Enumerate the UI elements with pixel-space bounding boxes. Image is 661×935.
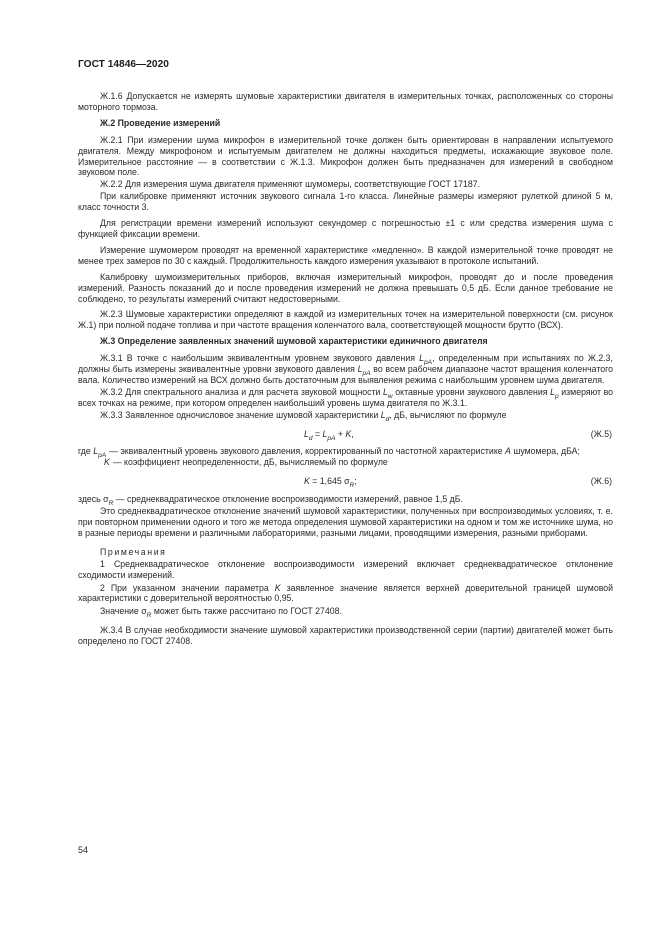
document-body bbox=[78, 91, 613, 652]
clause-j32-text-b: октавные уровни звукового давления bbox=[392, 386, 551, 397]
note-2-a: 2 При указанном значении параметра bbox=[100, 582, 275, 593]
symbol-subscript-r: R bbox=[349, 482, 355, 490]
where-desc-lpa bbox=[109, 446, 613, 457]
formula-j6-expression bbox=[304, 476, 357, 490]
symbol-subscript-r: R bbox=[146, 612, 152, 620]
symbol-subscript-p: p bbox=[555, 392, 559, 400]
notes-title: Примечания bbox=[100, 546, 167, 557]
paragraph-calibration-source: При калибровке применяют источник звукового сигнала 1-го класса. Линейные размеры измеряют рулеткой длиной 5 м, класс точности 3. bbox=[78, 191, 613, 213]
clause-j21: Ж.2.1 При измерении шума микрофон в измерительной точке должен быть ориентирован в направлении испытуемого двигателя. Между микрофоном и испытуемым двигателем не должны находиться предметы, искажающие звуковое поле. Измерительное расстояние — в соответствии с Ж.1.3. Микрофон должен быть предназначен для измерений в свободном звуковом поле. bbox=[78, 134, 613, 178]
note-sigma-a: Значение σ bbox=[100, 606, 147, 617]
note-2-b: заявленное значение является верхней доверительной границей шумовой характеристики с доверительной вероятностью 0,95. bbox=[78, 582, 613, 604]
document-code: ГОСТ 14846—2020 bbox=[78, 59, 169, 70]
symbol-subscript-d: d bbox=[308, 434, 313, 442]
formula-j5-comma: , bbox=[351, 428, 354, 439]
where-desc-lpa-b: шумомера, дБА; bbox=[510, 446, 580, 457]
clause-j16: Ж.1.6 Допускается не измерять шумовые характеристики двигателя в измерительных точках, расположенных со стороны моторного тормоза. bbox=[78, 91, 613, 112]
symbol-subscript-r: R bbox=[108, 499, 114, 507]
formula-j6 bbox=[78, 476, 613, 490]
symbol-subscript-d: d bbox=[385, 415, 390, 423]
symbol-subscript-w: w bbox=[387, 392, 393, 400]
sigma-definition bbox=[78, 494, 613, 505]
sigma-definition-b: — среднеквадратическое отклонение воспроизводимости измерений, равное 1,5 дБ. bbox=[113, 494, 463, 505]
symbol-k: K bbox=[345, 428, 352, 439]
note-sigma-value bbox=[78, 606, 613, 620]
clause-j31-text-b: , определенным при испытаниях по Ж.2.3, должны быть измерены эквивалентные уровни звукового давления bbox=[78, 353, 613, 375]
where-desc-lpa-a: — эквивалентный уровень звукового давления, корректированный по частотной характеристике bbox=[109, 446, 506, 457]
paragraph-calibration: Калибровку шумоизмерительных приборов, включая измерительный микрофон, проводят до и после проведения измерений. Разность показаний до и после проведения измерений не должна превышать 0,5 дБ. Если данное требование не соблюдено, то результаты измерений считают недостоверными. bbox=[78, 271, 613, 304]
symbol-l: L bbox=[322, 428, 328, 439]
formula-j6-semicolon: ; bbox=[354, 476, 357, 487]
formula-j5-eq: = bbox=[312, 428, 323, 439]
sigma-definition-a: здесь σ bbox=[78, 494, 109, 505]
symbol-l: L bbox=[383, 386, 388, 397]
note-1: 1 Среднеквадратическое отклонение воспроизводимости измерений включает среднеквадратическое отклонение сходимости измерений. bbox=[78, 558, 613, 580]
clause-j31 bbox=[78, 353, 613, 386]
clause-j33-text-b: , дБ, вычисляют по формуле bbox=[389, 409, 507, 420]
clause-j32 bbox=[78, 387, 613, 409]
note-sigma-b: может быть также рассчитано по ГОСТ 27408. bbox=[151, 606, 342, 617]
symbol-a: A bbox=[505, 446, 511, 457]
page-number: 54 bbox=[78, 845, 89, 855]
where-list-item-lpa bbox=[78, 446, 613, 460]
formula-j5 bbox=[78, 429, 613, 440]
clause-j33 bbox=[78, 410, 613, 421]
where-list-item-k bbox=[78, 457, 613, 468]
symbol-l: L bbox=[93, 446, 99, 457]
note-2 bbox=[78, 583, 613, 605]
symbol-l: L bbox=[550, 386, 555, 397]
clause-j31-text-c: во всем рабочем диапазоне частот вращения коленчатого вала. Количество измерений на ВСХ должно быть достаточным для выявления режима с наибольшим уровнем шума двигателя. bbox=[78, 364, 613, 385]
clause-j31-text-a: Ж.3.1 В точке с наибольшим эквивалентным уровнем звукового давления bbox=[100, 353, 420, 364]
paragraph-sigma-explanation: Это среднеквадратическое отклонение значений шумовой характеристики, полученных при воспроизводимых условиях, т. е. при повторном применении одного и того же метода определения шумовой характеристики на одном и том же источнике шума, но в разные периоды времени и различными лабораториями, разными лицами, проводящими измерения, разными приборами. bbox=[78, 506, 613, 538]
formula-j6-number: (Ж.6) bbox=[590, 476, 612, 487]
formula-j5-number: (Ж.5) bbox=[590, 428, 612, 439]
clause-j33-text-a: Ж.3.3 Заявленное одночисловое значение шумовой характеристики bbox=[100, 409, 381, 420]
heading-j2: Ж.2 Проведение измерений bbox=[100, 117, 221, 128]
paragraph-time-registration: Для регистрации времени измерений используют секундомер с погрешностью ±1 с или средства измерения шума с функцией фиксации времени. bbox=[78, 218, 613, 239]
paragraph-slow-characteristic: Измерение шумомером проводят на временной характеристике «медленно». В каждой измерительной точке проводят не менее трех замеров по 30 с каждый. Продолжительность каждого измерения указывают в протоколе испытаний. bbox=[78, 244, 613, 266]
formula-j6-rhs: = 1,645 σ bbox=[309, 476, 350, 487]
symbol-l: L bbox=[357, 364, 363, 375]
where-desc-k: — коэффициент неопределенности, дБ, вычисляемый по формуле bbox=[112, 457, 388, 468]
symbol-l: L bbox=[419, 353, 424, 364]
clause-j32-text-c: измеряют во всех точках на режиме, при котором определен наибольший уровень шума двигателя по Ж.3.1. bbox=[78, 386, 613, 408]
clause-j23: Ж.2.3 Шумовые характеристики определяют в каждой из измерительных точек на измерительной поверхности (см. рисунок Ж.1) при полной подаче топлива и при частоте вращения коленчатого вала, соответствующей мощности брутто (ВСХ). bbox=[78, 309, 613, 331]
where-term-k: K bbox=[104, 457, 110, 468]
clause-j34: Ж.3.4 В случае необходимости значение шумовой характеристики производственной серии (партии) двигателей может быть определено по ГОСТ 27408. bbox=[78, 625, 613, 647]
symbol-k: K bbox=[304, 476, 310, 487]
clause-j22: Ж.2.2 Для измерения шума двигателя применяют шумомеры, соответствующие ГОСТ 17187. bbox=[100, 179, 481, 190]
symbol-l: L bbox=[304, 428, 309, 439]
symbol-subscript-pa: pA bbox=[423, 358, 433, 366]
clause-j32-text-a: Ж.3.2 Для спектрального анализа и для расчета звуковой мощности bbox=[100, 386, 384, 397]
symbol-k: K bbox=[274, 582, 281, 593]
where-term-lpa bbox=[78, 446, 109, 460]
symbol-l: L bbox=[380, 409, 386, 420]
formula-j5-plus: + bbox=[335, 428, 346, 439]
where-lead: где bbox=[78, 446, 94, 457]
symbol-subscript-pa: pA bbox=[98, 452, 107, 460]
symbol-subscript-pa: pA bbox=[327, 434, 336, 442]
heading-j3: Ж.3 Определение заявленных значений шумовой характеристики единичного двигателя bbox=[100, 336, 488, 347]
formula-j5-expression bbox=[304, 429, 354, 440]
symbol-subscript-pa: pA bbox=[362, 369, 371, 377]
